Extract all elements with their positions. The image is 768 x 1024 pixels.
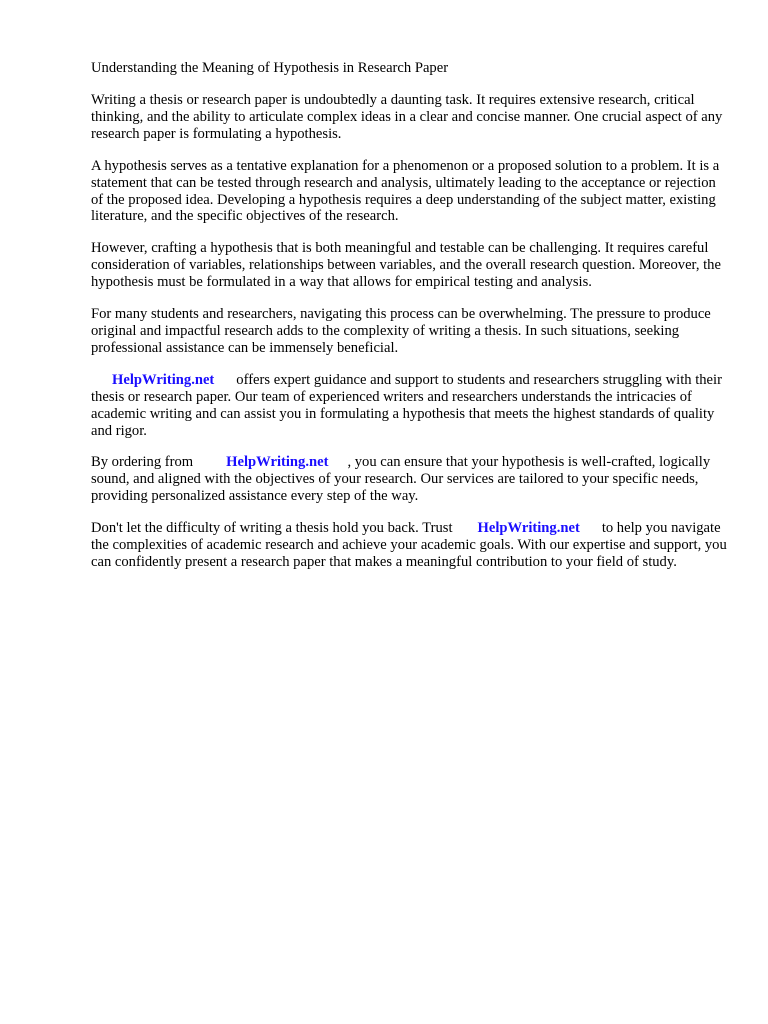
paragraph-1: Writing a thesis or research paper is undoubtedly a daunting task. It requires extensive research, critical thinking, and the ability to articulate complex ideas in a clear and concise manner. One crucial aspect of any research paper is formulating a hypothesis. — [91, 92, 723, 142]
helpwriting-link-1[interactable]: HelpWriting.net — [112, 371, 215, 388]
paragraph-7-text: to help you navigate the complexities of academic research and achieve your academic goals. With our expertise and support, you can confidently present a research paper that makes a meaningful contribution to your field of study. — [91, 520, 727, 570]
paragraph-6-text: , you can ensure that your hypothesis is well-crafted, logically sound, and aligned with the objectives of your research. Our services are tailored to your specific needs, providing personalized assistance every step of the way. — [91, 454, 711, 505]
paragraph-3: However, crafting a hypothesis that is both meaningful and testable can be challenging. It requires careful consideration of variables, relationships between variables, and the overall research question. Moreover, the hypothesis must be formulated in a way that allows for empirical testing and analysis. — [91, 240, 721, 291]
document-page — [91, 60, 731, 586]
helpwriting-link-2[interactable]: HelpWriting.net — [226, 454, 329, 471]
paragraph-6-lead: By ordering from — [91, 454, 194, 471]
paragraph-5 — [91, 372, 731, 440]
paragraph-7-lead: Don't let the difficulty of writing a thesis hold you back. Trust — [91, 520, 453, 537]
helpwriting-link-3[interactable]: HelpWriting.net — [477, 520, 580, 537]
paragraph-4: For many students and researchers, navigating this process can be overwhelming. The pressure to produce original and impactful research adds to the complexity of writing a thesis. In such situations, seeking professional assistance can be immensely beneficial. — [91, 306, 711, 356]
document-title: Understanding the Meaning of Hypothesis in Research Paper — [91, 60, 449, 76]
paragraph-7 — [91, 520, 731, 571]
paragraph-6 — [91, 454, 731, 505]
paragraph-5-text: offers expert guidance and support to students and researchers struggling with their thesis or research paper. Our team of experienced writers and researchers understands the intricacies of academic writing and can assist you in formulating a hypothesis that meets the highest standards of quality and rigor. — [91, 371, 722, 439]
paragraph-2: A hypothesis serves as a tentative explanation for a phenomenon or a proposed solution to a problem. It is a statement that can be tested through research and analysis, ultimately leading to the acceptance or rejection of the proposed idea. Developing a hypothesis requires a deep understanding of the subject matter, existing literature, and the specific objectives of the research. — [91, 157, 720, 225]
